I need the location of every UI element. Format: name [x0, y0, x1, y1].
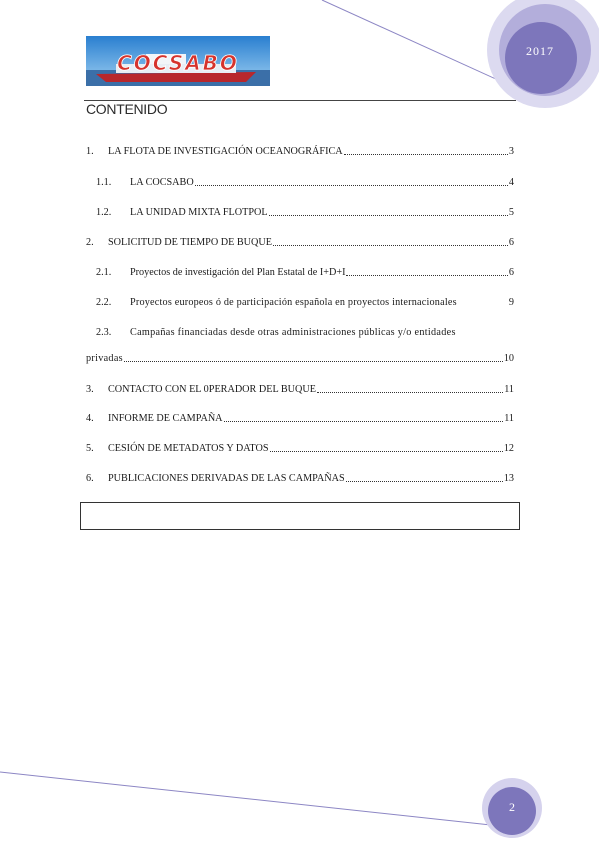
toc-entry-title: LA FLOTA DE INVESTIGACIÓN OCEANOGRÁFICA — [108, 146, 343, 157]
header-year: 2017 — [526, 44, 554, 58]
toc-entry-title: LA COCSABO — [130, 177, 194, 188]
toc-dot-leader — [269, 215, 508, 216]
toc-entry-title: PUBLICACIONES DERIVADAS DE LAS CAMPAÑAS — [108, 473, 345, 484]
toc-entry-number: 1.1. — [96, 177, 112, 188]
toc-entry[interactable] — [86, 146, 514, 157]
toc-dot-leader — [195, 185, 508, 186]
toc-entry-continuation[interactable] — [86, 353, 514, 364]
toc-entry-page: 4 — [508, 177, 514, 188]
toc-entry-title: INFORME DE CAMPAÑA — [108, 413, 223, 424]
toc-entry-title: Proyectos de investigación del Plan Estatal de I+D+I — [130, 267, 346, 278]
cocsabo-logo — [86, 36, 270, 86]
toc-entry-page: 6 — [508, 237, 514, 248]
toc-entry-number: 3. — [86, 384, 94, 395]
toc-entry-page: 11 — [504, 384, 514, 395]
logo-wordmark: COCSABO — [117, 51, 239, 75]
toc-dot-leader — [346, 481, 503, 482]
toc-entry-title: Proyectos europeos ó de participación española en proyectos internacionales — [130, 297, 457, 308]
toc-entry-title: Campañas financiadas desde otras administraciones públicas y/o entidades — [130, 327, 456, 338]
toc-entry-title: CONTACTO CON EL 0PERADOR DEL BUQUE — [108, 384, 316, 395]
toc-entry-number: 2.3. — [96, 327, 112, 338]
heading-rule — [84, 100, 516, 101]
toc-entry-page: 6 — [508, 267, 514, 278]
toc-entry-page: 9 — [508, 297, 514, 308]
contents-heading: CONTENIDO — [86, 101, 168, 117]
toc-entry[interactable] — [86, 384, 514, 395]
toc-entry-page: 11 — [504, 413, 514, 424]
toc-entry[interactable] — [86, 443, 514, 454]
toc-entry[interactable] — [86, 473, 514, 484]
toc-entry[interactable] — [96, 207, 514, 218]
empty-frame — [80, 502, 520, 530]
toc-dot-leader — [344, 154, 508, 155]
toc-entry-number: 1.2. — [96, 207, 112, 218]
toc-entry-number: 2. — [86, 237, 94, 248]
toc-dot-leader — [124, 361, 503, 362]
toc-dot-leader — [270, 451, 503, 452]
toc-entry[interactable] — [96, 177, 514, 188]
toc-entry-title: CESIÓN DE METADATOS Y DATOS — [108, 443, 269, 454]
toc-entry[interactable] — [86, 237, 514, 248]
toc-entry-page: 10 — [503, 353, 514, 364]
footer-page-number: 2 — [509, 800, 515, 814]
toc-entry-page: 5 — [508, 207, 514, 218]
toc-dot-leader — [224, 421, 504, 422]
toc-dot-leader — [317, 392, 503, 393]
toc-entry[interactable] — [96, 267, 514, 278]
toc-entry-number: 6. — [86, 473, 94, 484]
toc-dot-leader — [273, 245, 508, 246]
toc-entry[interactable] — [96, 327, 514, 338]
toc-entry[interactable] — [86, 413, 514, 424]
toc-dot-leader — [346, 275, 507, 276]
toc-entry[interactable] — [96, 297, 514, 308]
toc-entry-number: 2.2. — [96, 297, 112, 308]
toc-entry-page: 13 — [503, 473, 514, 484]
toc-entry-number: 4. — [86, 413, 94, 424]
toc-entry-title: LA UNIDAD MIXTA FLOTPOL — [130, 207, 268, 218]
toc-entry-number: 2.1. — [96, 267, 112, 278]
footer-diagonal-line — [0, 772, 500, 826]
toc-entry-page: 3 — [508, 146, 514, 157]
toc-entry-title-continued: privadas — [86, 353, 123, 364]
toc-entry-page: 12 — [503, 443, 514, 454]
toc-entry-number: 5. — [86, 443, 94, 454]
toc-entry-number: 1. — [86, 146, 94, 157]
toc-entry-title: SOLICITUD DE TIEMPO DE BUQUE — [108, 237, 272, 248]
